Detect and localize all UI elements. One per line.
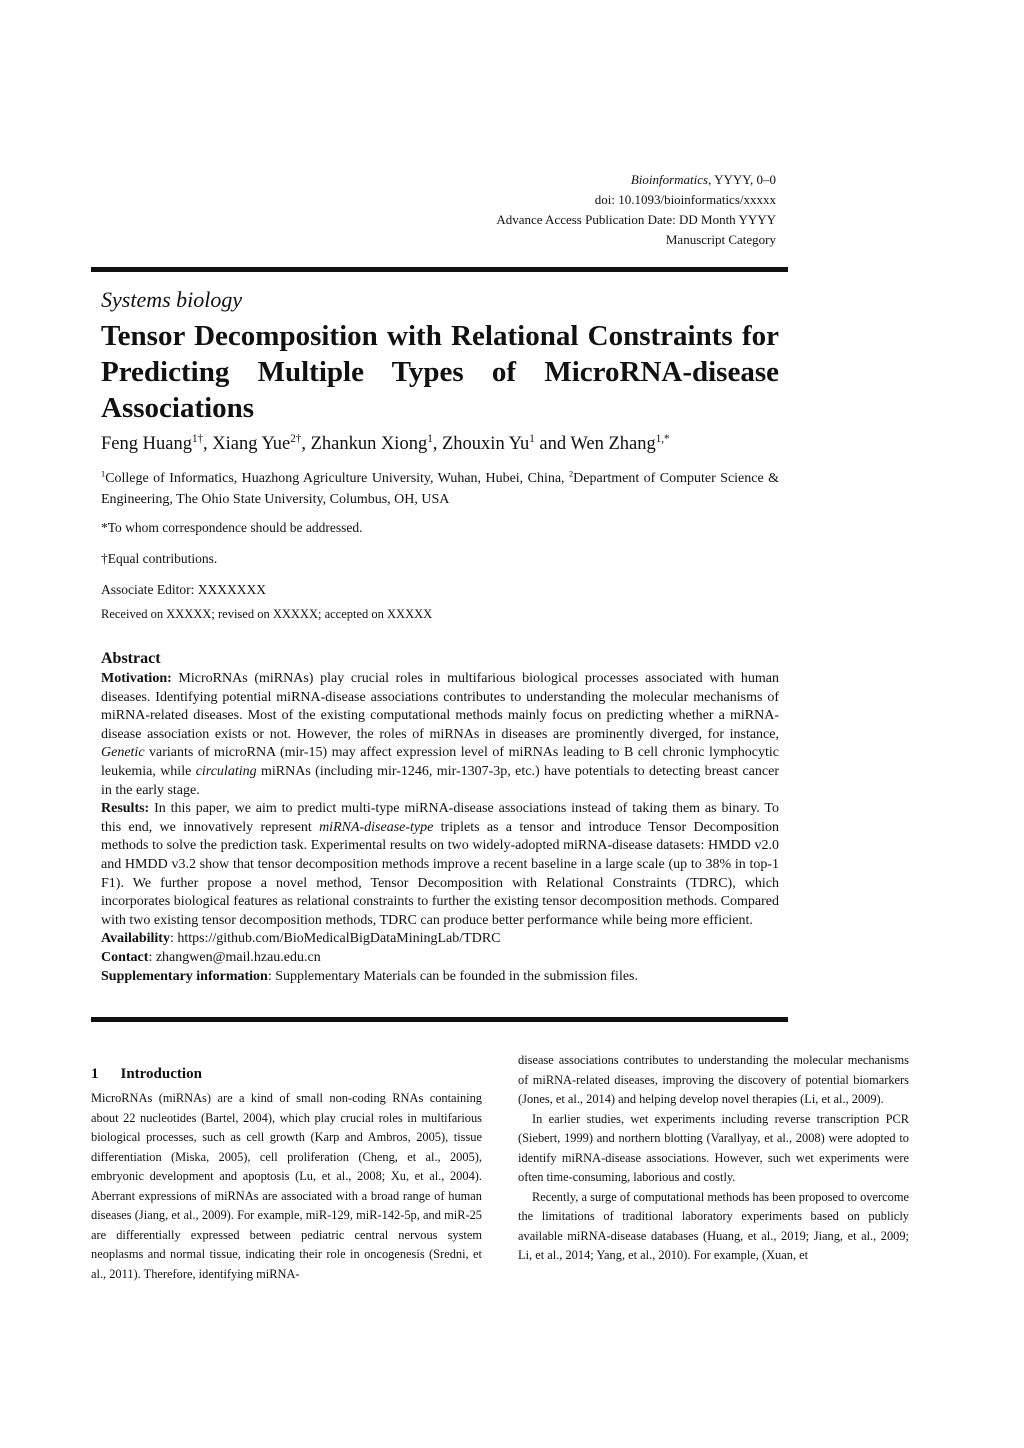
abstract-availability [101,930,779,949]
abstract-body [101,670,779,986]
right-column [518,1051,909,1266]
section-number: 1 [91,1066,99,1082]
results-label: Results: [101,801,150,817]
affiliations [101,468,779,510]
motivation-emphasis: circulating [195,763,257,779]
author: Feng Huang [101,434,192,454]
intro-paragraph: In earlier studies, wet experiments including reverse transcription PCR (Siebert, 1999) and northern blotting (Varallyay, et al., 2008) were adopted to identify miRNA-disease associations. However, such wet experiments were often time-consuming, laborious and costly. [518,1111,909,1184]
article-category: Systems biology [101,287,243,312]
author: Xiang Yue [212,434,291,454]
author-affil-mark: 1† [191,432,204,445]
motivation-label: Motivation: [101,671,172,686]
paper-title: Tensor Decomposition with Relational Constraints for Predicting Multiple Types of MicroRNA-disease Associations [101,320,779,424]
author-separator: , [203,434,213,454]
bottom-rule [91,1017,788,1022]
availability-link[interactable]: : https://github.com/BioMedicalBigDataMiningLab/TDRC [169,931,501,947]
abstract-motivation [101,670,779,800]
author-affil-mark: 1 [427,432,433,445]
author-affil-mark: 2† [290,432,302,445]
section-title: Introduction [120,1066,202,1082]
results-text: triplets as a tensor and introduce Tensor Decomposition methods to solve the prediction task. Experimental results on two widely-adopted miRNA-disease datasets: HMDD v2.0 and HMDD v3.2 show that tensor decomposition methods improve a recent baseline in a large scale (up to 38% in top-1 F1). We further propose a novel method, Tensor Decomposition with Relational Constraints (TDRC), which incorporates biological features as relational constraints to further the existing tensor decomposition methods. Compared with two existing tensor decomposition methods, TDRC can produce better performance while being more efficient. [101,819,779,928]
publication-date: Advance Access Publication Date: DD Month YYYY [496,212,776,227]
results-text: In this paper, we aim to predict multi-type miRNA-disease associations instead of taking them as binary. To this end, we innovatively represent [101,801,779,835]
affiliation-2: Department of Computer Science & Engineering, The Ohio State University, Columbus, OH, USA [101,471,779,507]
abstract-results [101,800,779,930]
abstract-heading: Abstract [101,650,161,667]
journal-name: Bioinformatics [630,172,709,187]
motivation-text: variants of microRNA (mir-15) may affect expression level of miRNAs leading to B cell chronic lymphocytic leukemia, while [101,745,779,779]
left-column [91,1089,482,1284]
contact-email[interactable]: : zhangwen@mail.hzau.edu.cn [148,949,321,965]
journal-volume: , YYYY, 0–0 [708,172,776,187]
section-heading [91,1066,202,1083]
supplementary-label: Supplementary information [101,968,268,984]
affiliation-1: College of Informatics, Huazhong Agriculture University, Wuhan, Hubei, China, [105,471,569,486]
author-affil-mark: 1 [529,432,535,445]
manuscript-category: Manuscript Category [665,232,776,247]
intro-paragraph: disease associations contributes to understanding the molecular mechanisms of miRNA-related diseases, improving the discovery of potential biomarkers (Jones, et al., 2014) and helping develop novel therapies (Li, et al., 2009). [518,1053,909,1106]
supplementary-text: : Supplementary Materials can be founded in the submission files. [267,968,638,984]
journal-line [376,170,776,191]
equal-contribution-note: †Equal contributions. [101,551,218,566]
author-separator: , [301,434,311,454]
author-list [101,434,670,455]
abstract-supplementary [101,968,779,987]
affil-mark: 2 [568,469,574,479]
doi-line: doi: 10.1093/bioinformatics/xxxxx [594,192,776,207]
correspondence-note: *To whom correspondence should be addressed. [101,520,363,535]
motivation-text: miRNAs (including mir-1246, mir-1307-3p, etc.) have potentials to detecting breast cancer in the early stage. [101,763,779,798]
motivation-emphasis: Genetic [101,745,145,761]
author: Wen Zhang [570,434,656,454]
motivation-text: MicroRNAs (miRNAs) play crucial roles in multifarious biological processes associated with human diseases. Identifying potential miRNA-disease associations contributes to understanding the molecular mechanisms of miRNA-related diseases. Most of the existing computational methods mainly focus on predicting whether a miRNA-disease association exists or not. However, the roles of miRNAs in diseases are prominently diverged, for instance, [101,671,779,742]
author-separator: and [534,434,571,454]
intro-paragraph: MicroRNAs (miRNAs) are a kind of small non-coding RNAs containing about 22 nucleotides (Bartel, 2004), which play crucial roles in multifarious biological processes, such as cell growth (Karp and Ambros, 2005), tissue differentiation (Miska, 2005), cell proliferation (Cheng, et al., 2005), embryonic development and apoptosis (Lu, et al., 2008; Xu, et al., 2004). Aberrant expressions of miRNAs are associated with a broad range of human diseases (Jiang, et al., 2009). For example, miR-129, miR-142-5p, and miR-25 are differentially expressed between pediatric central nervous system neoplasms and normal tissue, indicating their role in oncogenesis (Sredni, et al., 2011). Therefore, identifying miRNA- [91,1091,482,1281]
associate-editor: Associate Editor: XXXXXXX [101,582,266,597]
author-affil-mark: 1,* [655,432,670,445]
intro-paragraph: Recently, a surge of computational methods has been proposed to overcome the limitations of traditional laboratory experiments based on publicly available miRNA-disease databases (Huang, et al., 2019; Jiang, et al., 2009; Li, et al., 2014; Yang, et al., 2010). For example, (Xuan, et [518,1189,909,1262]
contact-label: Contact [101,949,149,965]
affil-mark: 1 [101,469,106,479]
received-dates: Received on XXXXX; revised on XXXXX; accepted on XXXXX [101,607,433,621]
results-emphasis: miRNA-disease-type [319,819,434,835]
top-rule [91,267,788,272]
author-separator: , [432,434,442,454]
abstract-contact [101,949,779,968]
author: Zhouxin Yu [442,434,530,454]
availability-label: Availability [101,931,170,947]
author: Zhankun Xiong [310,434,428,454]
